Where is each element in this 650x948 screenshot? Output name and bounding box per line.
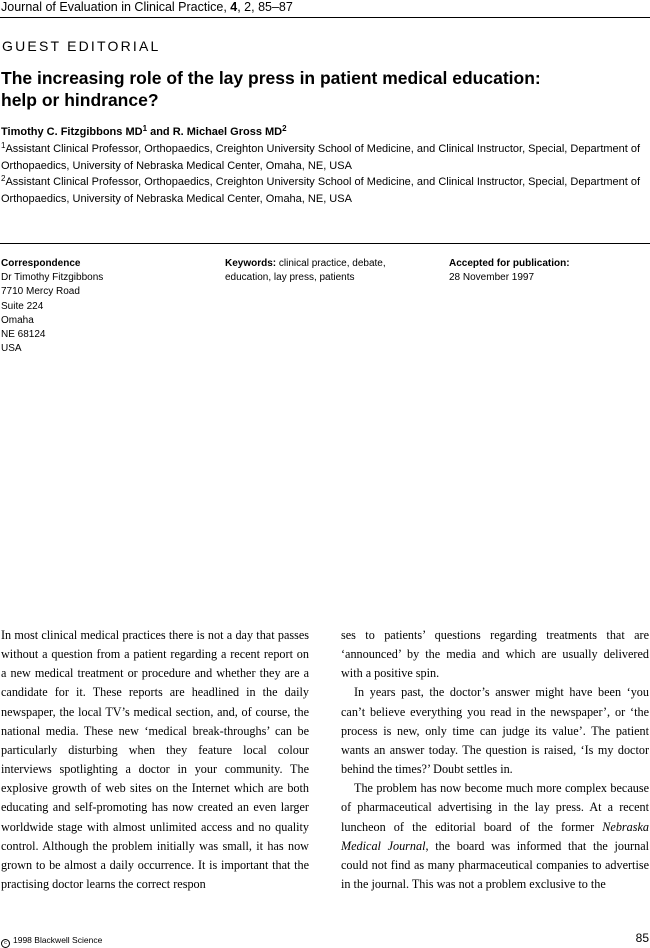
- body-paragraph-continuation: ses to patients’ questions regarding treatments that are ‘announced’ by the media and which are usually delivered with a positive spin.: [341, 628, 649, 681]
- copyright-text: 1998 Blackwell Science: [13, 935, 103, 945]
- body-paragraph-1: In most clinical medical practices there is not a day that passes without a question from a patient regarding a recent report on a new medical treatment or procedure and whether they are a candidate for it. These reports are headlined in the daily newspaper, the local TV’s medical section, and, of course, the national media. These new ‘medical break-throughs’ can be particularly disturbing when they feature local colour interviews spotlighting a doctor in your community. The explosive growth of web sites on the Internet which are both educating and self-promoting has now created an even larger worldwide stage with almost unlimited access and no quality control. Although the problem initially was small, it has now grown to be almost a daily occurrence. It is important that the practising doctor learns the correct respon: [1, 628, 309, 892]
- author-2-affiliation-mark: 2: [282, 124, 287, 133]
- author-connector: and: [147, 126, 173, 138]
- journal-title-italic: Nebraska Medical Journal: [341, 819, 649, 853]
- correspondence-heading: Correspondence: [1, 258, 81, 269]
- keywords-text-2: education, lay press, patients: [225, 272, 355, 284]
- header-rule: [0, 17, 650, 18]
- correspondence-line: 7710 Mercy Road: [1, 286, 80, 298]
- correspondence-line: Omaha: [1, 314, 34, 326]
- journal-issue-pages: , 2, 85–87: [237, 0, 293, 14]
- affiliation-1-text: Assistant Clinical Professor, Orthopaedics, Creighton University School of Medicine, and Clinical Instructor, Special, Department of Orthopaedics, University of Nebraska Medical Center, Omaha, NE, USA: [1, 143, 641, 172]
- metadata-rule: [0, 243, 650, 244]
- keywords-heading: Keywords:: [225, 258, 277, 269]
- author-1-affiliation-mark: 1: [142, 124, 148, 133]
- accepted-date: 28 November 1997: [449, 272, 535, 284]
- keywords-text-1: clinical practice, debate,: [276, 258, 386, 269]
- body-paragraph-3: [341, 779, 649, 894]
- journal-citation: [1, 0, 293, 14]
- body-paragraph-2: In years past, the doctor’s answer might have been ‘you can’t believe everything you read in the newspaper’, or ‘the process is new, only time can judge its value’. The patient wants an answer today. The question is raised, ‘Is my doctor behind the times?’ Doubt settles in.: [341, 685, 649, 777]
- author-2: R. Michael Gross MD: [172, 126, 283, 138]
- keywords-line-1: [225, 257, 430, 271]
- correspondence-block: [1, 257, 211, 356]
- correspondence-line: USA: [1, 343, 22, 355]
- journal-name: Journal of Evaluation in Clinical Practice,: [1, 0, 231, 14]
- journal-volume: 4: [230, 0, 238, 14]
- copyright-notice: [1, 935, 102, 948]
- page-number: 85: [635, 931, 649, 945]
- affiliation-2: [1, 174, 647, 208]
- article-title: [1, 67, 641, 111]
- section-label: GUEST EDITORIAL: [2, 38, 161, 54]
- affiliation-2-text: Assistant Clinical Professor, Orthopaedics, Creighton University School of Medicine, and Clinical Instructor, Special, Department of Orthopaedics, University of Nebraska Medical Center, Omaha, NE, USA: [1, 176, 641, 205]
- accepted-block: [449, 257, 649, 285]
- correspondence-line: Suite 224: [1, 300, 44, 312]
- body-column-right: [341, 626, 649, 894]
- affiliation-2-mark: 2: [1, 174, 6, 183]
- body-paragraph-3-start: The problem has now become much more complex because of pharmaceutical advertising in the lay press. At a recent luncheon of the editorial board of the former: [341, 781, 649, 834]
- correspondence-line: Dr Timothy Fitzgibbons: [1, 272, 104, 284]
- body-column-left: [1, 626, 309, 894]
- correspondence-line: NE 68124: [1, 329, 46, 341]
- copyright-icon: c: [1, 939, 10, 948]
- title-line-1: The increasing role of the lay press in patient medical education:: [1, 68, 541, 88]
- author-list: [1, 126, 287, 139]
- body-paragraph-3-end: , the board was informed that the journal could not find as many pharmaceutical companies to advertise in the journal. This was not a problem exclusive to the: [341, 838, 649, 892]
- author-1: Timothy C. Fitzgibbons MD: [1, 126, 143, 138]
- affiliation-1: [1, 141, 647, 175]
- accepted-heading: Accepted for publication:: [449, 258, 570, 269]
- title-line-2: help or hindrance?: [1, 90, 159, 110]
- affiliation-1-mark: 1: [1, 141, 6, 150]
- keywords-block: [225, 257, 430, 285]
